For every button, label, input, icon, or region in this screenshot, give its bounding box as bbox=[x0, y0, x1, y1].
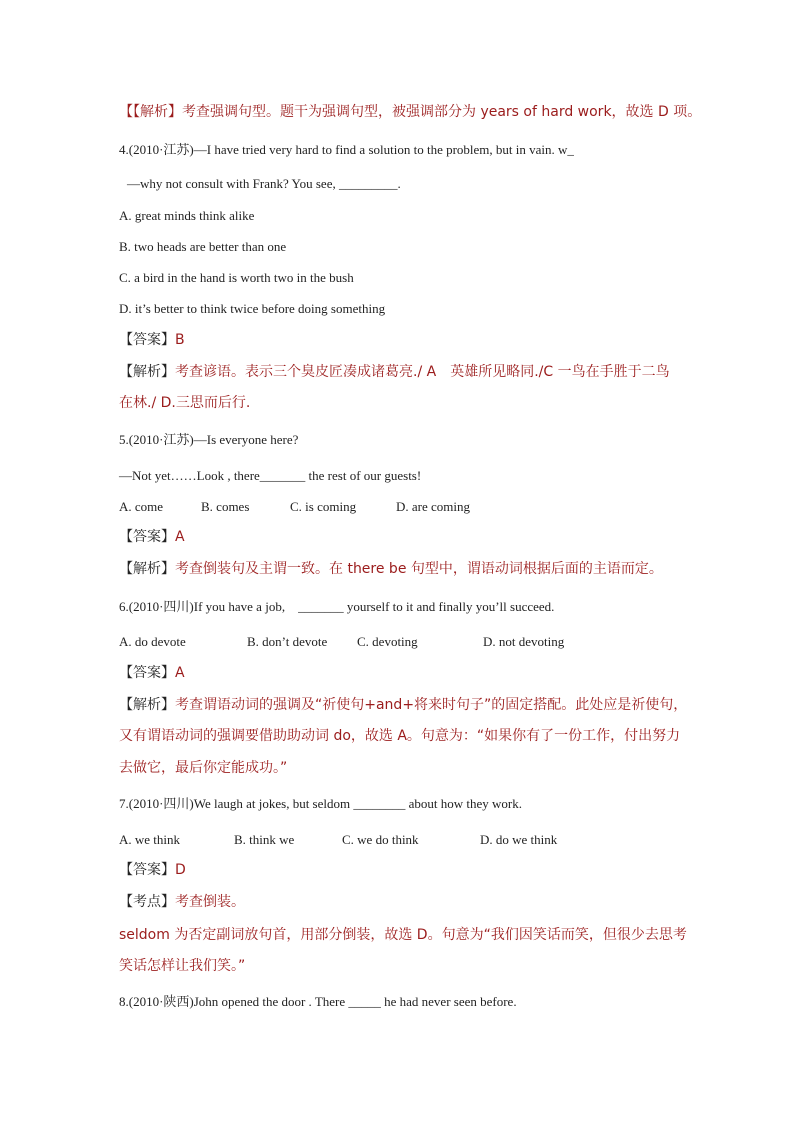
q6-answer bbox=[119, 664, 185, 682]
analysis-label: 【解析】 bbox=[119, 561, 175, 577]
q4-option-a: A. great minds think alike bbox=[119, 208, 255, 223]
analysis-text: 考查倒装句及主谓一致。在 there be 句型中，谓语动词根据后面的主语而定。 bbox=[175, 561, 663, 577]
q6-option-c: C. devoting bbox=[357, 634, 418, 649]
q7-option-b: B. think we bbox=[234, 832, 295, 847]
q5-option-a: A. come bbox=[119, 499, 164, 514]
q6-analysis-line3: 去做它，最后你定能成功。” bbox=[119, 760, 288, 776]
q4-analysis-line1 bbox=[119, 363, 670, 381]
q4-answer bbox=[119, 331, 185, 349]
q6-option-b: B. don’t devote bbox=[247, 634, 328, 649]
q7-point bbox=[119, 893, 245, 911]
q7-option-a: A. we think bbox=[119, 832, 181, 847]
q5-analysis bbox=[119, 560, 663, 578]
q7-option-c: C. we do think bbox=[342, 832, 419, 847]
q6-analysis-line1 bbox=[119, 696, 687, 714]
answer-value: A bbox=[175, 665, 185, 681]
q7-option-d: D. do we think bbox=[480, 832, 558, 847]
point-text: 考查倒装。 bbox=[175, 894, 245, 910]
q7-analysis-line2: 笑话怎样让我们笑。” bbox=[119, 958, 246, 974]
q5-option-c: C. is coming bbox=[290, 499, 357, 514]
q3-analysis bbox=[119, 103, 701, 121]
q4-stem-line1: 4.(2010·江苏)—I have tried very hard to find a solution to the problem, but in vain. w_ bbox=[119, 142, 574, 157]
q5-option-b: B. comes bbox=[201, 499, 250, 514]
q4-option-c: C. a bird in the hand is worth two in the bush bbox=[119, 270, 354, 285]
answer-value: B bbox=[175, 332, 185, 348]
q4-analysis-line2: 在林./ D.三思而后行. bbox=[119, 395, 251, 411]
analysis-label: 【解析】 bbox=[119, 697, 175, 713]
q6-analysis-line2: 又有谓语动词的强调要借助助动词 do，故选 A。句意为：“如果你有了一份工作，付出努力 bbox=[119, 728, 681, 744]
answer-label: 【答案】 bbox=[119, 332, 175, 348]
q4-option-b: B. two heads are better than one bbox=[119, 239, 287, 254]
q5-answer bbox=[119, 528, 185, 546]
answer-value: D bbox=[175, 862, 186, 878]
q5-stem-line1: 5.(2010·江苏)—Is everyone here? bbox=[119, 432, 299, 447]
answer-label: 【答案】 bbox=[119, 665, 175, 681]
analysis-label: 【解析】 bbox=[119, 364, 175, 380]
q4-stem-line2: —why not consult with Frank? You see, _________. bbox=[127, 176, 401, 191]
q5-stem-line2: —Not yet……Look , there_______ the rest of our guests! bbox=[119, 468, 422, 483]
q6-option-d: D. not devoting bbox=[483, 634, 565, 649]
q6-option-a: A. do devote bbox=[119, 634, 186, 649]
analysis-text: 考查谚语。表示三个臭皮匠凑成诸葛亮./ A 英雄所见略同./C 一鸟在手胜于二鸟 bbox=[175, 364, 670, 380]
q8-stem: 8.(2010·陕西)John opened the door . There _____ he had never seen before. bbox=[119, 994, 517, 1009]
q5-option-d: D. are coming bbox=[396, 499, 471, 514]
q7-answer bbox=[119, 861, 186, 879]
point-label: 【考点】 bbox=[119, 894, 175, 910]
q6-stem: 6.(2010·四川)If you have a job, _______ yourself to it and finally you’ll succeed. bbox=[119, 599, 555, 614]
answer-label: 【答案】 bbox=[119, 862, 175, 878]
q7-stem: 7.(2010·四川)We laugh at jokes, but seldom ________ about how they work. bbox=[119, 796, 522, 811]
q7-analysis-line1: seldom 为否定副词放句首，用部分倒装，故选 D。句意为“我们因笑话而笑，但很少去思考 bbox=[119, 927, 687, 943]
analysis-text: 考查谓语动词的强调及“祈使句+and+将来时句子”的固定搭配。此处应是祈使句， bbox=[175, 697, 688, 713]
analysis-label: 【【解析】 bbox=[119, 104, 182, 120]
answer-label: 【答案】 bbox=[119, 529, 175, 545]
answer-value: A bbox=[175, 529, 185, 545]
analysis-text: 考查强调句型。题干为强调句型，被强调部分为 years of hard work，故选 D 项。 bbox=[182, 104, 702, 120]
q4-option-d: D. it’s better to think twice before doing something bbox=[119, 301, 386, 316]
